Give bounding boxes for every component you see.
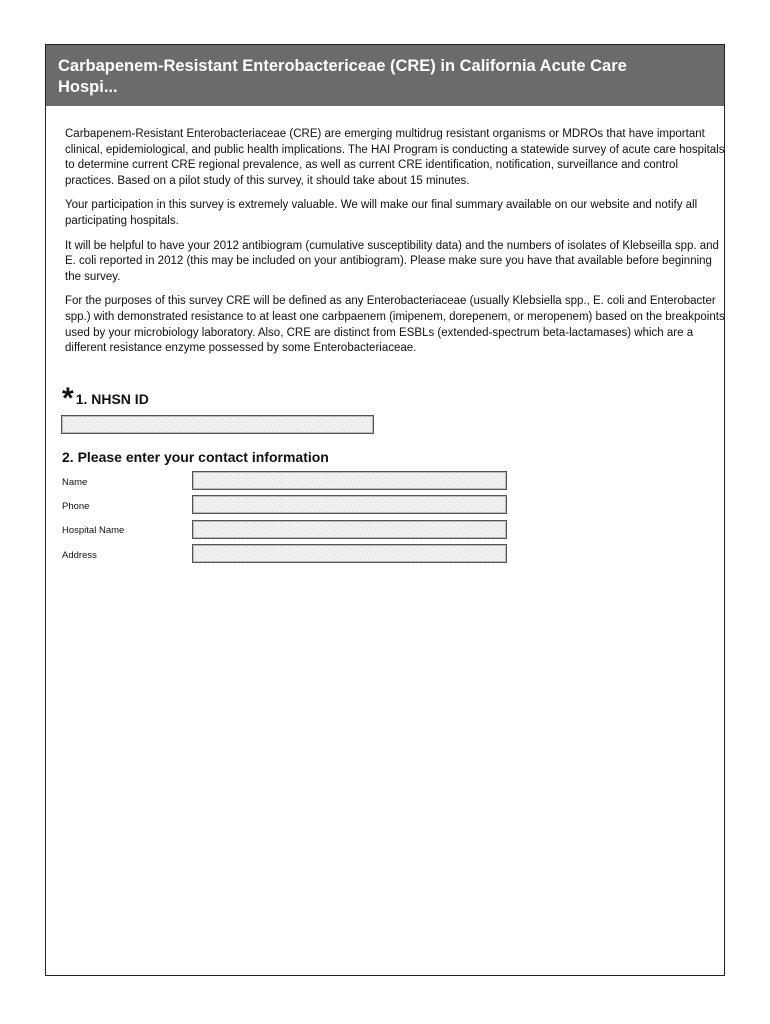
question-2-title: 2. Please enter your contact information (62, 449, 329, 465)
phone-label: Phone (62, 501, 90, 512)
survey-page (45, 44, 725, 976)
name-label: Name (62, 477, 88, 488)
phone-input[interactable] (192, 495, 507, 514)
address-input[interactable] (192, 544, 507, 563)
intro-section (65, 127, 725, 366)
intro-paragraph: Carbapenem-Resistant Enterobacteriaceae (CRE) are emerging multidrug resistant organisms or MDROs that have important clinical, epidemiological, and public health implications. The HAI Program is conducting a statewide survey of acute care hospitals to determine current CRE regional prevalence, as well as current CRE identification, notification, surveillance and control practices. Based on a pilot study of this survey, it should take about 15 minutes. (65, 128, 725, 187)
nhsn-id-input[interactable] (61, 415, 374, 434)
survey-header (46, 45, 724, 106)
hospital-name-label: Hospital Name (62, 525, 125, 536)
intro-paragraph: Your participation in this survey is extremely valuable. We will make our final summary available on our website and notify all participating hospitals. (65, 199, 698, 227)
question-1-title: 1. NHSN ID (75, 391, 149, 407)
hospital-name-input[interactable] (192, 520, 507, 539)
intro-paragraph: It will be helpful to have your 2012 antibiogram (cumulative susceptibility data) and the numbers of isolates of Klebseilla spp. and E. coli reported in 2012 (this may be included on your antibiogram). Please make sure you have that available before beginning the survey. (65, 239, 719, 283)
name-input[interactable] (192, 471, 507, 490)
required-asterisk-icon: * (62, 382, 74, 415)
question-1-header (62, 382, 149, 415)
intro-paragraph: For the purposes of this survey CRE will be defined as any Enterobacteriaceae (usually Klebsiella spp., E. coli and Enterobacter spp.) with demonstrated resistance to at least one carbpaenem (imipenem, dorepenem, or meropenem) based on the breakpoints used by your microbiology laboratory. Also, CRE are distinct from ESBLs (extended-spectrum beta-lactamases) which are a different resistance enzyme possessed by some Enterobacteriaceae. (65, 295, 725, 355)
survey-title (58, 56, 712, 98)
address-label: Address (62, 550, 97, 561)
survey-title-line-2: Hospi... (58, 78, 118, 96)
survey-title-line-1: Carbapenem-Resistant Enterobactericeae (CRE) in California Acute Care (58, 57, 627, 75)
